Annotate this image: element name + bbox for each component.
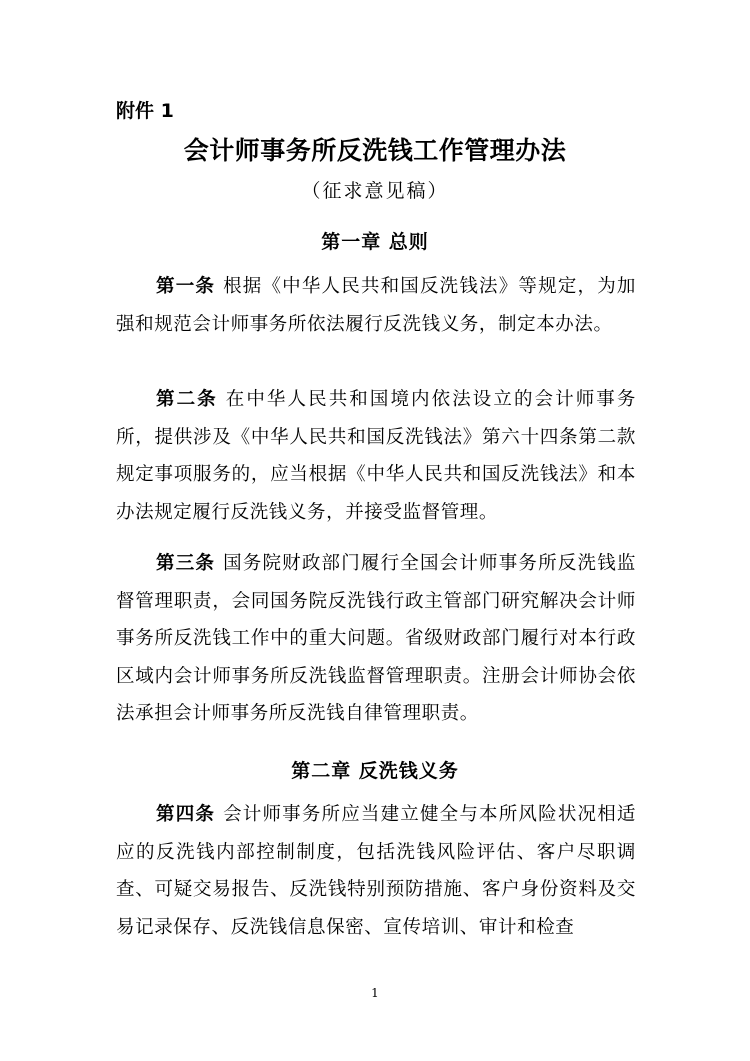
article-paragraph bbox=[116, 796, 636, 946]
article-paragraph bbox=[116, 545, 636, 733]
chapter-heading: 第二章 反洗钱义务 bbox=[291, 760, 459, 782]
chapter-heading: 第一章 总则 bbox=[321, 231, 429, 253]
document-title: 会计师事务所反洗钱工作管理办法 bbox=[183, 136, 567, 165]
article-number: 第四条 bbox=[156, 804, 216, 825]
document-subtitle: （征求意见稿） bbox=[301, 180, 449, 202]
article-paragraph bbox=[116, 381, 636, 531]
article-number: 第三条 bbox=[156, 553, 216, 574]
article-text: 国务院财政部门履行全国会计师事务所反洗钱监督管理职责，会同国务院反洗钱行政主管部门研究解决会计师事务所反洗钱工作中的重大问题。省级财政部门履行对本行政区域内会计师事务所反洗钱监督管理职责。注册会计师协会依法承担会计师事务所反洗钱自律管理职责。 bbox=[116, 553, 636, 724]
article-paragraph bbox=[116, 268, 636, 343]
attachment-label: 附件 1 bbox=[116, 100, 174, 122]
article-number: 第一条 bbox=[156, 276, 216, 297]
page-number: 1 bbox=[371, 986, 379, 1000]
article-text: 在中华人民共和国境内依法设立的会计师事务所，提供涉及《中华人民共和国反洗钱法》第六十四条第二款规定事项服务的，应当根据《中华人民共和国反洗钱法》和本办法规定履行反洗钱义务，并接受监督管理。 bbox=[116, 389, 636, 523]
article-text: 会计师事务所应当建立健全与本所风险状况相适应的反洗钱内部控制制度，包括洗钱风险评估、客户尽职调查、可疑交易报告、反洗钱特别预防措施、客户身份资料及交易记录保存、反洗钱信息保密、宣传培训、审计和检查 bbox=[116, 804, 636, 938]
article-text: 根据《中华人民共和国反洗钱法》等规定，为加强和规范会计师事务所依法履行反洗钱义务，制定本办法。 bbox=[116, 276, 636, 335]
article-number: 第二条 bbox=[156, 389, 218, 410]
